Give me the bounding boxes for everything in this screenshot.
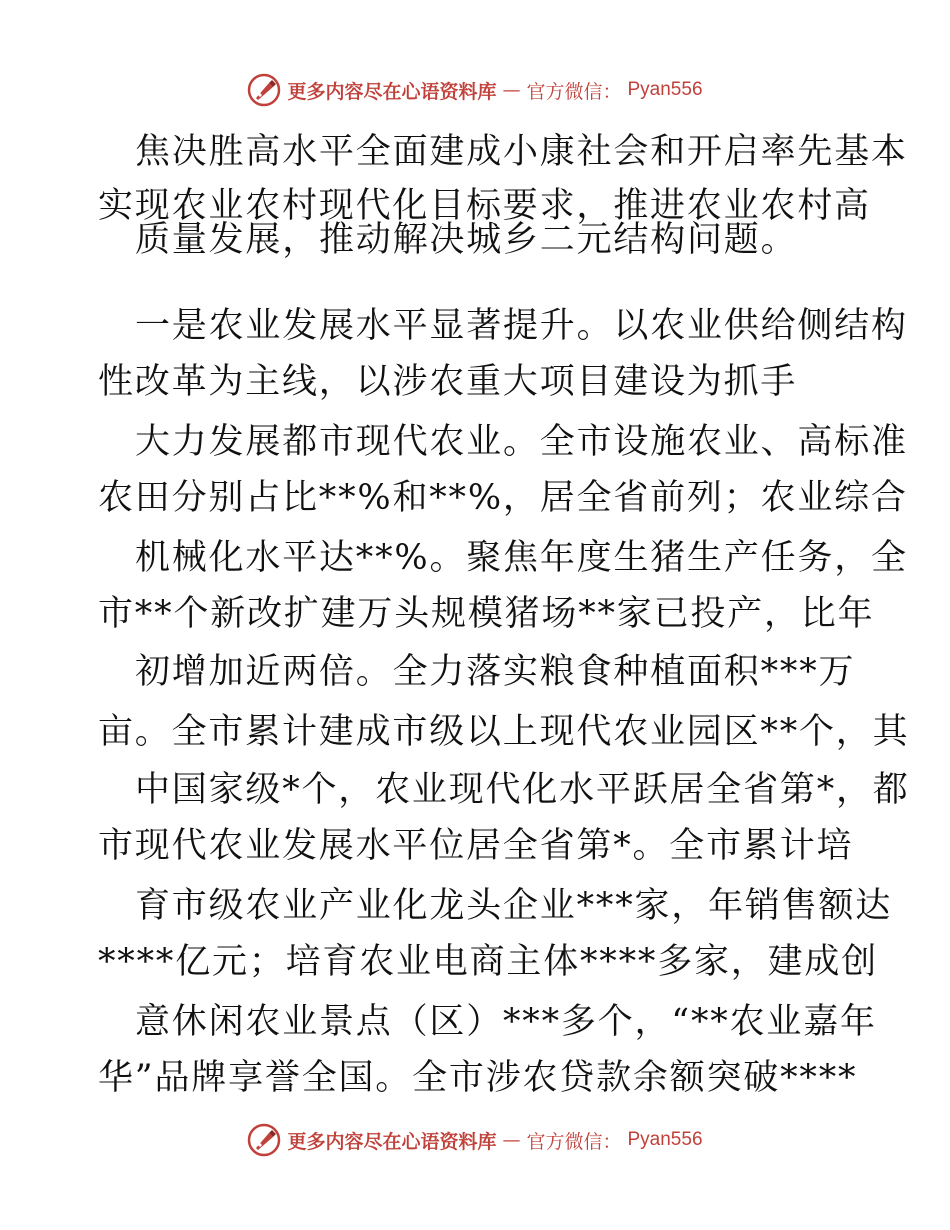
body-line: 华”品牌享誉全国。全市涉农贷款余额突破**** xyxy=(98,1058,858,1098)
body-line: ****亿元；培育农业电商主体****多家，建成创 xyxy=(98,942,879,982)
body-line: 质量发展，推动解决城乡二元结构问题。 xyxy=(135,220,798,260)
body-line: 性改革为主线，以涉农重大项目建设为抓手 xyxy=(98,362,798,402)
body-line: 初增加近两倍。全力落实粮食种植面积***万 xyxy=(135,652,856,692)
header-wechat-label: 官方微信： xyxy=(526,80,622,103)
body-line: 大力发展都市现代农业。全市设施农业、高标准 xyxy=(135,422,908,462)
body-line: 市现代农业发展水平位居全省第*。全市累计培 xyxy=(98,826,854,866)
body-line: 意休闲农业景点（区）***多个，“**农业嘉年 xyxy=(135,1002,877,1042)
body-line: 农田分别占比**%和**%，居全省前列；农业综合 xyxy=(98,478,908,518)
header-separator: — xyxy=(502,79,521,101)
footer-wechat-label: 官方微信： xyxy=(526,1130,622,1153)
body-line: 育市级农业产业化龙头企业***家，年销售额达 xyxy=(135,886,893,926)
footer-wechat-id: Pyan556 xyxy=(627,1129,703,1150)
pen-nib-logo-icon xyxy=(247,1123,281,1157)
body-line: 亩。全市累计建成市级以上现代农业园区**个，其 xyxy=(98,712,910,752)
body-line: 焦决胜高水平全面建成小康社会和开启率先基本 xyxy=(135,132,908,172)
footer-banner xyxy=(0,1120,950,1160)
header-wechat-id: Pyan556 xyxy=(627,79,703,100)
body-line: 中国家级*个，农业现代化水平跃居全省第*，都 xyxy=(135,770,910,810)
footer-brand-text: 更多内容尽在心语资料库 xyxy=(287,1130,497,1153)
footer-separator: — xyxy=(502,1129,521,1151)
header-brand-text: 更多内容尽在心语资料库 xyxy=(287,80,497,103)
body-line: 实现农业农村现代化目标要求，推进农业农村高 xyxy=(98,186,871,226)
pen-nib-logo-icon xyxy=(247,73,281,107)
header-banner xyxy=(0,70,950,110)
body-line: 一是农业发展水平显著提升。以农业供给侧结构 xyxy=(135,306,908,346)
body-line: 机械化水平达**%。聚焦年度生猪生产任务，全 xyxy=(135,538,908,578)
body-line: 市**个新改扩建万头规模猪场**家已投产，比年 xyxy=(98,594,875,634)
